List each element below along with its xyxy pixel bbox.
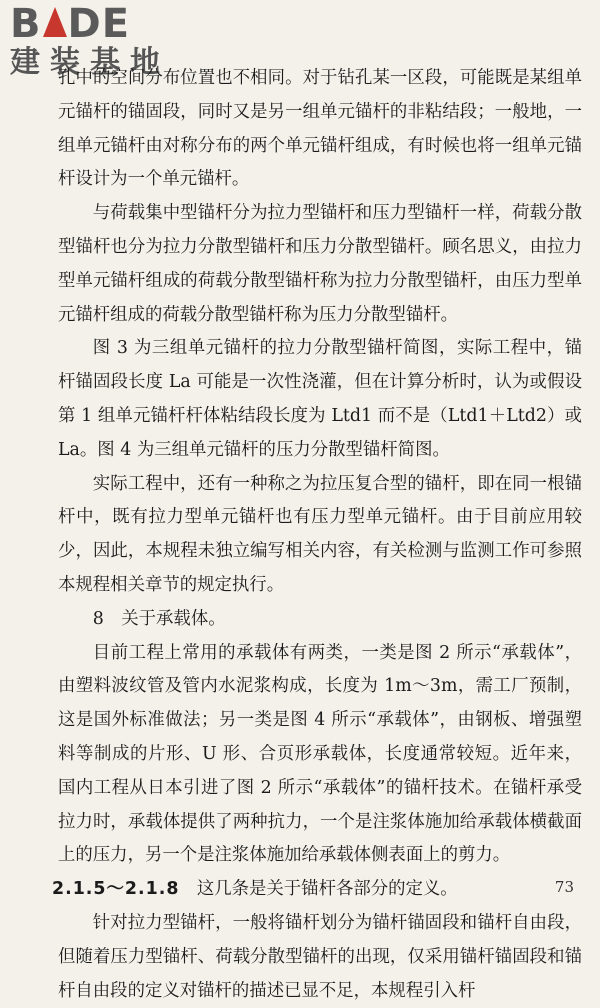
paragraph-4: 实际工程中，还有一种称之为拉压复合型的锚杆，即在同一根锚杆中，既有拉力型单元锚杆也有压力型单元锚杆。由于目前应用较少，因此，本规程未独立编写相关内容，有关检测与监测工作可参照本规程相关章节的规定执行。 [58, 473, 582, 595]
logo-a-swoosh-icon [43, 7, 67, 37]
page-number: 73 [554, 878, 574, 896]
logo-wordmark: B DE [10, 1, 131, 47]
paragraph-3: 图 3 为三组单元锚杆的拉力分散型锚杆简图，实际工程中，锚杆锚固段长度 La 可能是一次性浇灌，但在计算分析时，认为或假设第 1 组单元锚杆杆体粘结段长度为 Ltd1 而不是（Ltd1＋Ltd2）或 La。图 4 为三组单元锚杆的压力分散型锚杆简图。 [58, 338, 582, 460]
paragraph-1: 孔中的空间分布位置也不相同。对于钻孔某一区段，可能既是某组单元锚杆的锚固段，同时又是另一组单元锚杆的非粘结段；一般地，一组单元锚杆由对称分布的两个单元锚杆组成，有时候也将一组单元锚杆设计为一个单元锚杆。 [58, 68, 582, 190]
clause-text: 这几条是关于锚杆各部分的定义。 [196, 879, 458, 900]
clause-number: 2.1.5～2.1.8 [52, 879, 180, 900]
paragraph-5: 目前工程上常用的承载体有两类，一类是图 2 所示“承载体”，由塑料波纹管及管内水泥浆构成，长度为 1m～3m，需工厂预制，这是国外标准做法；另一类是图 4 所示“承载体”，由钢板、增强塑料等制成的片形、U 形、合页形承载体，长度通常较短。近年来，国内工程从日本引进了图 2 所示“承载体”的锚杆技术。在锚杆承受拉力时，承载体提供了两种抗力，一个是注浆体施加给承载体横截面上的压力，另一个是注浆体施加给承载体侧表面上的剪力。 [58, 642, 582, 866]
paragraph-2: 与荷载集中型锚杆分为拉力型锚杆和压力型锚杆一样，荷载分散型锚杆也分为拉力分散型锚杆和压力分散型锚杆。顾名思义，由拉力型单元锚杆组成的荷载分散型锚杆称为拉力分散型锚杆，由压力型单元锚杆组成的荷载分散型锚杆称为压力分散型锚杆。 [58, 203, 582, 325]
paragraph-6: 针对拉力型锚杆，一般将锚杆划分为锚杆锚固段和锚杆自由段，但随着压力型锚杆、荷载分散型锚杆的出现，仅采用锚杆锚固段和锚杆自由段的定义对锚杆的描述已显不足，本规程引入杆 [58, 912, 582, 1001]
page-body [52, 62, 582, 1008]
item-8-heading: 8 关于承载体。 [92, 608, 226, 629]
clause-2-1-5 [52, 873, 582, 907]
logo-subtitle: 建装基地 [10, 45, 170, 80]
